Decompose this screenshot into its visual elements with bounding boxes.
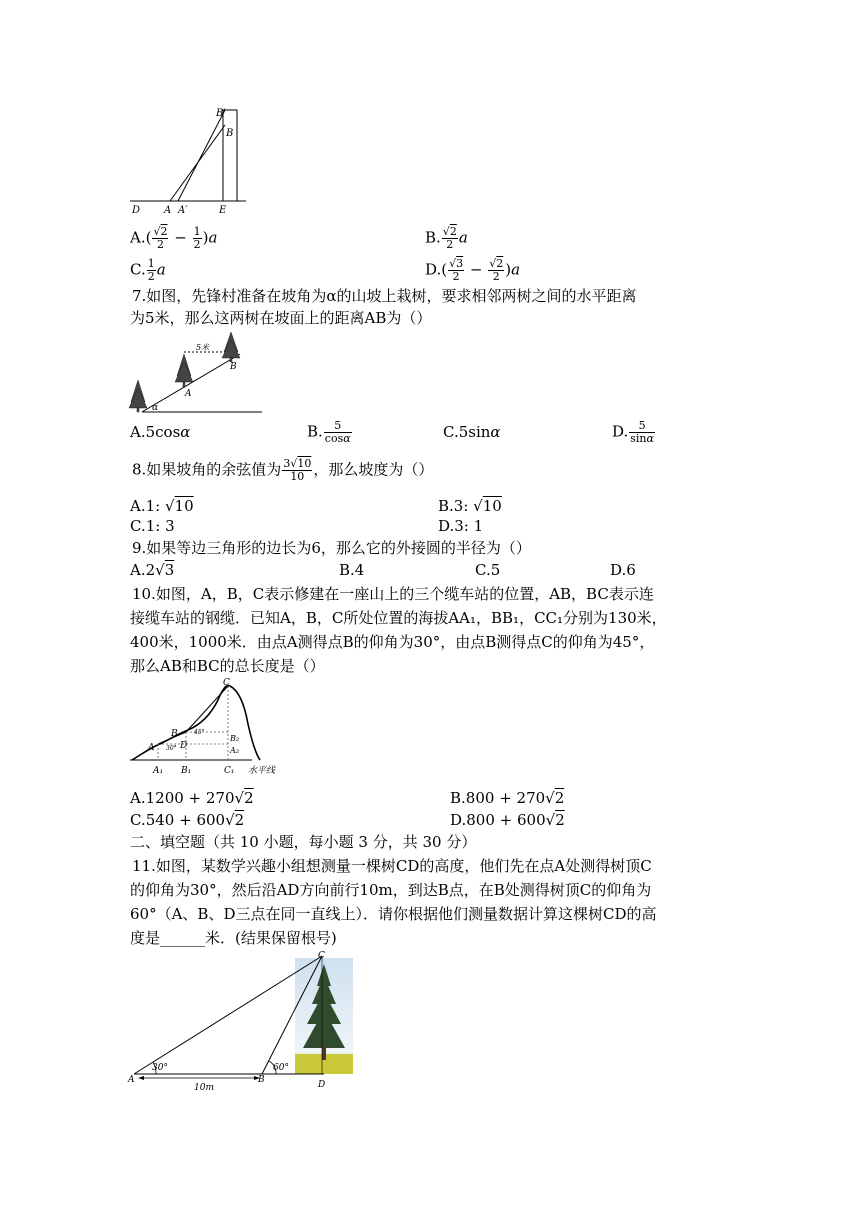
q11-line4: 度是______米．(结果保留根号) xyxy=(130,929,337,947)
q10-label-b2: B₂ xyxy=(230,734,240,743)
q10-label-angle45: 45° xyxy=(194,729,205,736)
q8-option-b: B.3: √10 xyxy=(438,497,502,515)
q10-label-b1: B₁ xyxy=(181,766,192,776)
q7-option-c: C.5sinα xyxy=(443,423,501,441)
q6-option-d: D.( $\frac{√3}{2}$ − $\frac{√2}{2}$ )a xyxy=(425,257,521,283)
q7-label-a: A xyxy=(185,389,192,399)
q10-label-a: A xyxy=(148,743,155,753)
q10-option-d: D.800 + 600√2 xyxy=(450,811,565,829)
label-a: A xyxy=(164,205,172,216)
q11-line3: 60°（A、B、D三点在同一直线上）．请你根据他们测量数据计算这棵树CD的高 xyxy=(130,905,657,923)
label-d: D xyxy=(132,205,141,216)
q10-label-d: D xyxy=(180,741,188,751)
q7-label-b: B xyxy=(230,362,237,372)
q7-option-b: B. $\frac{5}{\cos\alpha}$ xyxy=(307,419,351,445)
q10-label-angle30: 30° xyxy=(166,745,177,752)
q9-option-b: B.4 xyxy=(339,561,365,579)
q11-label-a: A xyxy=(128,1075,135,1085)
q10-line3: 400米，1000米．由点A测得点B的仰角为30°，由点B测得点C的仰角为45°， xyxy=(130,633,655,651)
q10-label-b: B xyxy=(171,729,178,739)
figure-q11 xyxy=(128,948,358,1094)
q7-label-5m: 5米 xyxy=(196,343,210,352)
q9-option-a: A.2√3 xyxy=(130,561,175,579)
q8-option-c: C.1: 3 xyxy=(130,517,175,535)
q11-label-c: C xyxy=(318,951,325,961)
q7-option-d: D. $\frac{5}{\sin\alpha}$ xyxy=(612,419,654,445)
q6-option-a: A.( $\frac{√2}{2}$ − $\frac{1}{2}$ )a xyxy=(130,225,218,251)
q10-label-c1: C₁ xyxy=(224,766,235,776)
q10-label-c: C xyxy=(223,678,230,688)
label-e: E xyxy=(219,205,227,216)
q10-line4: 那么AB和BC的总长度是（） xyxy=(130,657,325,675)
q11-label-angle30: 30° xyxy=(152,1063,168,1073)
q9-option-d: D.6 xyxy=(610,561,636,579)
q9-stem: 9.如果等边三角形的边长为6，那么它的外接圆的半径为（） xyxy=(132,539,531,557)
q10-label-a2: A₂ xyxy=(230,746,239,755)
q9-option-c: C.5 xyxy=(475,561,501,579)
q11-line1: 11.如图，某数学兴趣小组想测量一棵树CD的高度，他们先在点A处测得树顶C xyxy=(132,857,652,875)
figure-q7 xyxy=(128,330,268,418)
q8-stem: 8.如果坡角的余弦值为 $\frac{3√10}{10}$ ，那么坡度为（） xyxy=(132,457,434,483)
label-b: B xyxy=(226,128,234,139)
q7-line1: 7.如图，先锋村准备在坡角为α的山坡上栽树，要求相邻两树之间的水平距离 xyxy=(132,287,637,305)
q10-label-a1: A₁ xyxy=(153,766,164,776)
q6-option-c: C. $\frac{1}{2}$ a xyxy=(130,257,166,283)
q11-label-d: D xyxy=(318,1080,326,1090)
q6-option-b: B. $\frac{√2}{2}$ a xyxy=(425,225,468,251)
figure-q10 xyxy=(128,676,288,780)
q10-line1: 10.如图，A，B，C表示修建在一座山上的三个缆车站的位置，AB，BC表示连 xyxy=(132,585,654,603)
q7-line2: 为5米，那么这两树在坡面上的距离AB为（） xyxy=(130,309,432,327)
q7-option-a: A.5cosα xyxy=(130,423,191,441)
q8-option-d: D.3: 1 xyxy=(438,517,484,535)
q10-label-horizon: 水平线 xyxy=(248,766,276,776)
q10-option-a: A.1200 + 270√2 xyxy=(130,789,254,807)
figure-q6 xyxy=(128,105,258,217)
q8-option-a: A.1: √10 xyxy=(130,497,194,515)
q11-line2: 的仰角为30°，然后沿AD方向前行10m，到达B点，在B处测得树顶C的仰角为 xyxy=(130,881,652,899)
q11-label-b: B xyxy=(258,1075,265,1085)
q10-option-b: B.800 + 270√2 xyxy=(450,789,565,807)
q11-label-10m: 10m xyxy=(194,1083,214,1093)
q7-label-alpha: α xyxy=(152,403,159,413)
label-a-prime: A′ xyxy=(178,205,188,216)
q10-option-c: C.540 + 600√2 xyxy=(130,811,245,829)
q10-line2: 接缆车站的钢缆．已知A，B，C所处位置的海拔AA₁，BB₁，CC₁分别为130米， xyxy=(130,609,667,627)
label-b-prime: B′ xyxy=(216,108,226,119)
q11-label-angle60: 60° xyxy=(273,1063,289,1073)
section2-title: 二、填空题（共 10 小题，每小题 3 分，共 30 分） xyxy=(130,833,477,851)
